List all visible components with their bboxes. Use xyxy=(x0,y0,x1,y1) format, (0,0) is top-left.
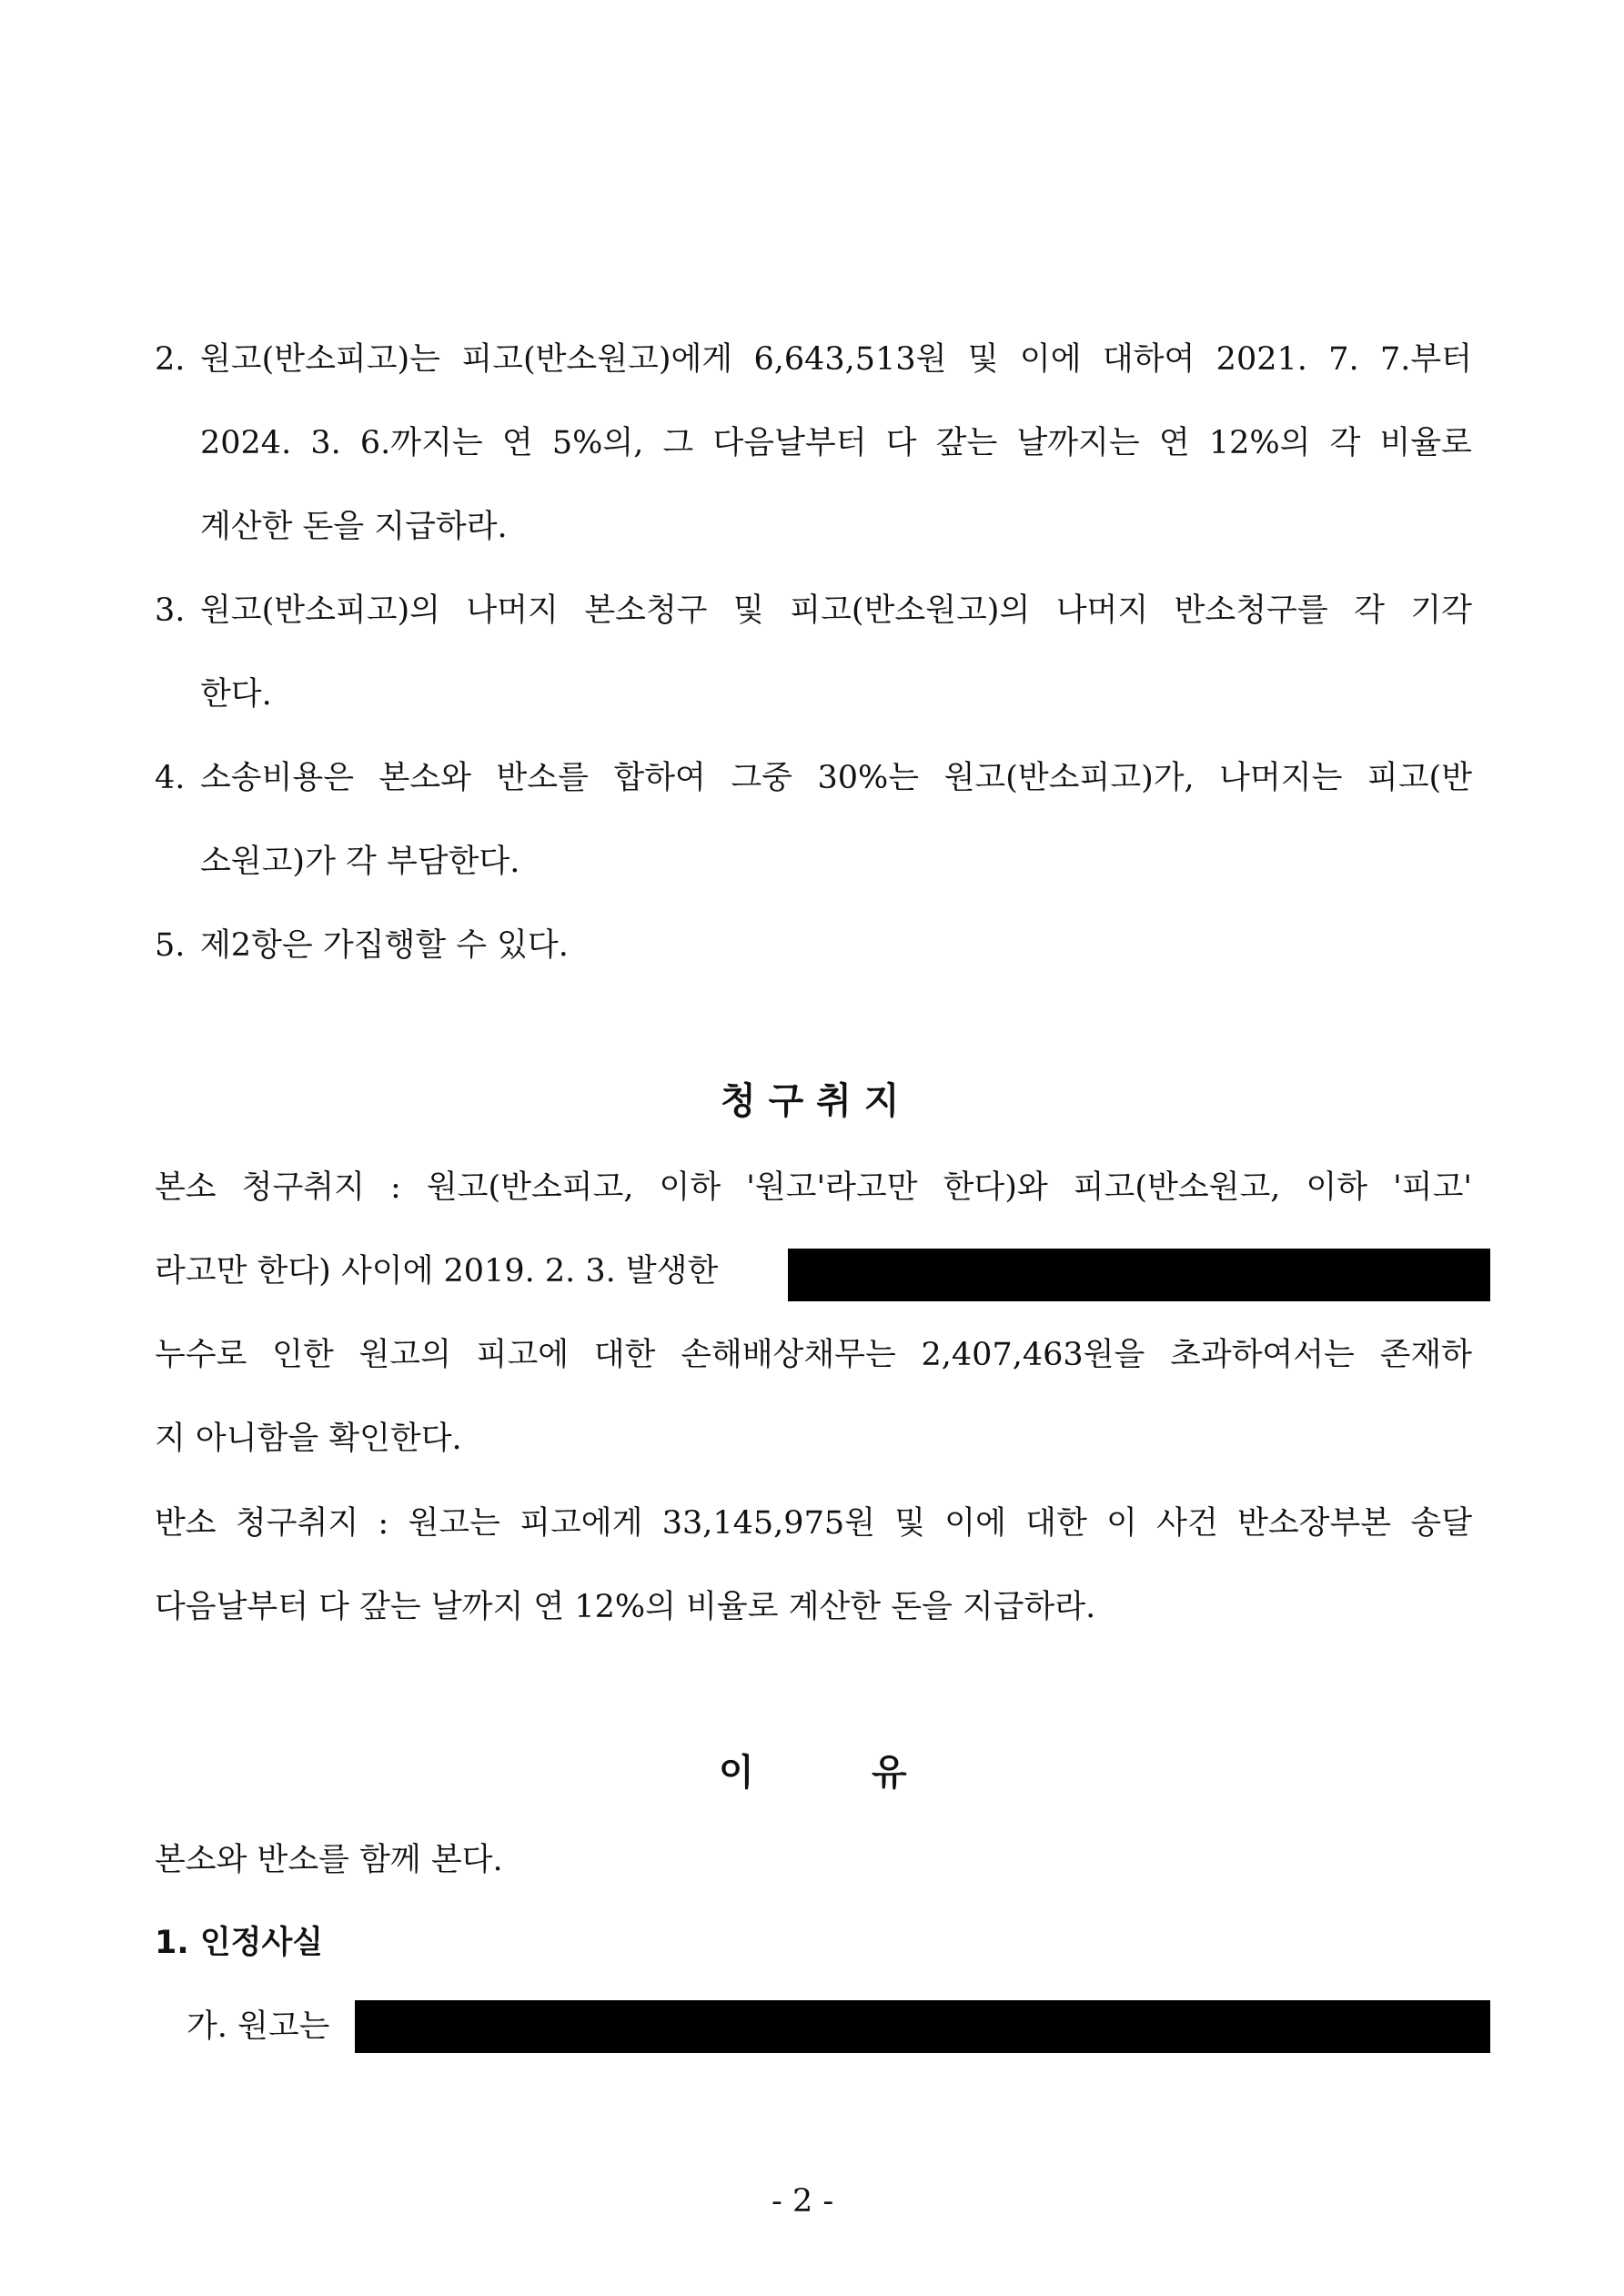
order-item-2-line-3: 계산한 돈을 지급하라. xyxy=(200,509,508,545)
section-1-item-ga: 가. 원고는 xyxy=(187,2008,330,2045)
reasons-heading-left: 이 xyxy=(719,1752,754,1794)
order-item-4-number: 4. xyxy=(155,760,186,796)
claims-main-line-1: 본소 청구취지 : 원고(반소피고, 이하 '원고'라고만 한다)와 피고(반소원고, 이하 '피고' xyxy=(155,1169,1472,1206)
claims-counter-line-2: 다음날부터 다 갚는 날까지 연 12%의 비율로 계산한 돈을 지급하라. xyxy=(155,1589,1096,1625)
order-item-2-line-1: 원고(반소피고)는 피고(반소원고)에게 6,643,513원 및 이에 대하여 2021. 7. 7.부터 xyxy=(200,341,1472,378)
order-item-5-text: 제2항은 가집행할 수 있다. xyxy=(200,927,569,964)
reasons-heading-right: 유 xyxy=(872,1752,907,1794)
redaction-bar-2 xyxy=(355,2000,1490,2053)
claims-main-line-2: 라고만 한다) 사이에 2019. 2. 3. 발생한 xyxy=(155,1253,719,1290)
claims-heading: 청 구 취 지 xyxy=(721,1080,900,1122)
order-item-3-number: 3. xyxy=(155,592,186,629)
page-number: - 2 - xyxy=(772,2183,834,2220)
claims-main-line-3: 누수로 인한 원고의 피고에 대한 손해배상채무는 2,407,463원을 초과하여서는 존재하 xyxy=(155,1337,1472,1373)
order-item-2-number: 2. xyxy=(155,341,186,378)
claims-main-line-4: 지 아니함을 확인한다. xyxy=(155,1421,462,1457)
order-item-4-line-1: 소송비용은 본소와 반소를 합하여 그중 30%는 원고(반소피고)가, 나머지는 피고(반 xyxy=(200,760,1472,796)
order-item-2-line-2: 2024. 3. 6.까지는 연 5%의, 그 다음날부터 다 갚는 날까지는 연 12%의 각 비율로 xyxy=(200,425,1472,461)
reasons-intro: 본소와 반소를 함께 본다. xyxy=(155,1842,503,1878)
redaction-bar-1 xyxy=(788,1249,1490,1301)
order-item-5-number: 5. xyxy=(155,927,186,964)
section-1-title: 1. 인정사실 xyxy=(155,1925,324,1961)
order-item-4-line-2: 소원고)가 각 부담한다. xyxy=(200,844,520,880)
claims-counter-line-1: 반소 청구취지 : 원고는 피고에게 33,145,975원 및 이에 대한 이 사건 반소장부본 송달 xyxy=(155,1505,1472,1542)
order-item-3-line-2: 한다. xyxy=(200,676,272,713)
order-item-3-line-1: 원고(반소피고)의 나머지 본소청구 및 피고(반소원고)의 나머지 반소청구를 각 기각 xyxy=(200,592,1472,629)
